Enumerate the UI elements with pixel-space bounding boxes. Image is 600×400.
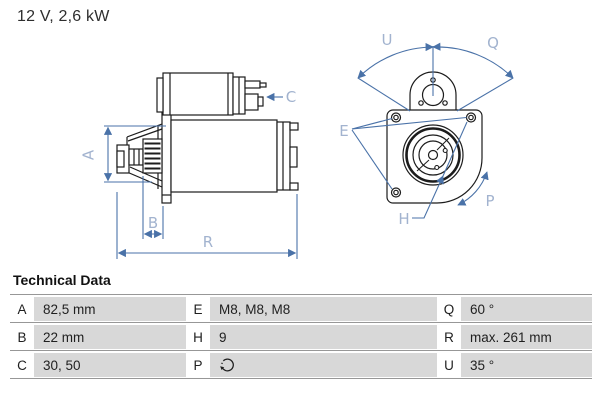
table-row xyxy=(10,297,592,321)
spec-key: B xyxy=(10,325,34,349)
spec-key: R xyxy=(437,325,461,349)
spec-value xyxy=(210,353,437,377)
spec-value: 30, 50 xyxy=(34,353,186,377)
dimension-c-label: C xyxy=(285,88,297,106)
spec-key: C xyxy=(10,353,34,377)
spec-key: H xyxy=(186,325,210,349)
rotation-direction-icon xyxy=(219,357,236,374)
dimension-e-label: E xyxy=(339,122,349,140)
spec-value: 82,5 mm xyxy=(34,297,186,321)
dimension-q-label: Q xyxy=(487,34,499,52)
side-view-drawing xyxy=(117,73,298,203)
dimension-a-label: A xyxy=(79,149,98,161)
table-row xyxy=(10,325,592,349)
spec-key: E xyxy=(186,297,210,321)
dimension-r-label: R xyxy=(202,233,214,251)
spec-key: A xyxy=(10,297,34,321)
table-separator xyxy=(10,293,592,297)
spec-key: P xyxy=(186,353,210,377)
spec-key: Q xyxy=(437,297,461,321)
spec-value: 9 xyxy=(210,325,437,349)
table-row xyxy=(10,353,592,377)
table-separator xyxy=(10,349,592,353)
dimension-u-label: U xyxy=(381,31,393,49)
dimension-p-label: P xyxy=(485,192,495,210)
spec-value: 22 mm xyxy=(34,325,186,349)
spec-value: M8, M8, M8 xyxy=(210,297,437,321)
spec-key: U xyxy=(437,353,461,377)
front-view-dimension-labels xyxy=(339,31,499,228)
table-separator xyxy=(10,321,592,325)
technical-data-heading: Technical Data xyxy=(13,272,111,288)
table-separator xyxy=(10,377,592,381)
dimension-b-label: B xyxy=(147,214,159,232)
spec-value: 35 ° xyxy=(461,353,592,377)
technical-data-table xyxy=(10,293,592,381)
page-title: 12 V, 2,6 kW xyxy=(17,8,110,25)
front-view-drawing xyxy=(387,72,482,203)
dimension-h-label: H xyxy=(398,210,410,228)
spec-value: 60 ° xyxy=(461,297,592,321)
spec-value: max. 261 mm xyxy=(461,325,592,349)
